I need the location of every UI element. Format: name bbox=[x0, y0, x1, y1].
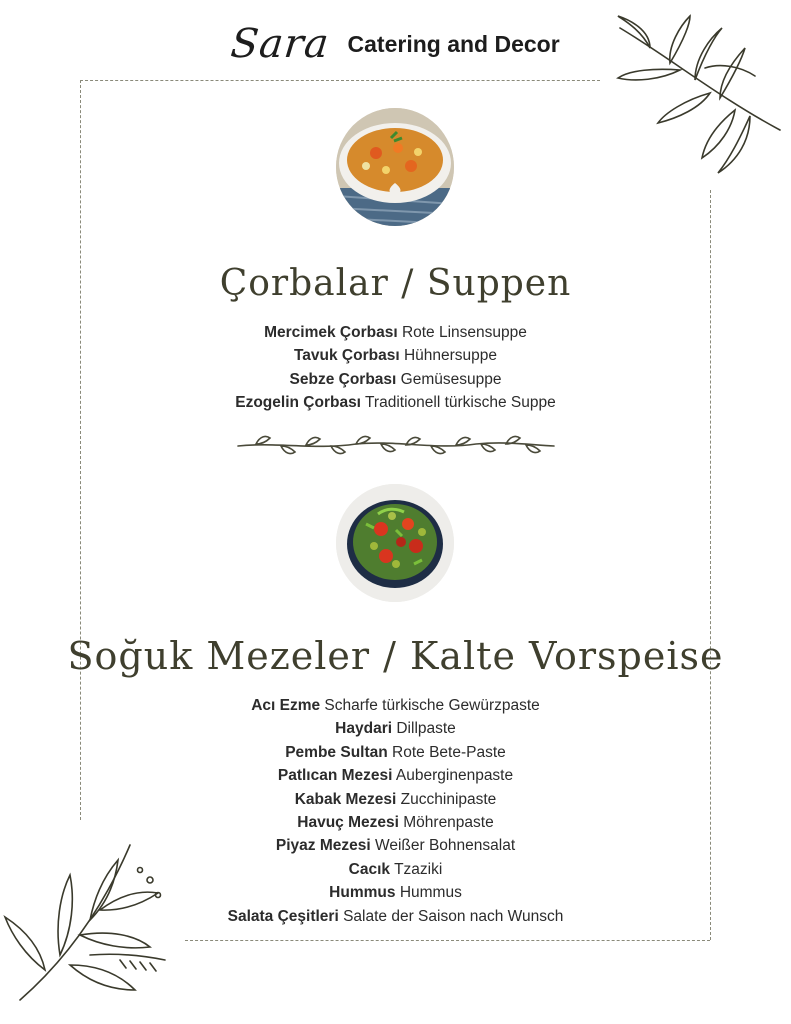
menu-item: Pembe Sultan Rote Bete-Paste bbox=[285, 743, 506, 761]
soups-menu-list bbox=[0, 321, 791, 415]
soup-bowl-image bbox=[336, 108, 454, 226]
section-title-soups: Çorbalar / Suppen bbox=[219, 263, 572, 304]
menu-item: Acı Ezme Scharfe türkische Gewürzpaste bbox=[251, 697, 540, 714]
menu-item: Salata Çeşitleri Salate der Saison nach Wunsch bbox=[227, 907, 564, 925]
menu-item: Piyaz Mezesi Weißer Bohnensalat bbox=[275, 837, 516, 855]
menu-item: Kabak Mezesi Zucchinipaste bbox=[294, 790, 497, 808]
menu-item: Haydari Dillpaste bbox=[335, 720, 456, 738]
brand-logo: Sara bbox=[228, 21, 332, 67]
frame-top-line bbox=[80, 80, 600, 81]
frame-bottom-line bbox=[185, 940, 710, 941]
cold-appetizers-menu-list bbox=[0, 694, 791, 928]
menu-item: Patlıcan Mezesi Auberginenpaste bbox=[277, 767, 514, 785]
menu-item: Mercimek Çorbası Rote Linsensuppe bbox=[264, 324, 527, 341]
section-title-cold-appetizers: Soğuk Mezeler / Kalte Vorspeise bbox=[67, 634, 724, 678]
menu-item: Cacık Tzaziki bbox=[348, 860, 443, 878]
menu-item: Havuç Mezesi Möhrenpaste bbox=[297, 813, 494, 831]
menu-item: Hummus Hummus bbox=[329, 884, 462, 902]
vine-divider-icon bbox=[236, 432, 556, 460]
menu-item: Ezogelin Çorbası Traditionell türkische Suppe bbox=[235, 394, 556, 412]
menu-item: Tavuk Çorbası Hühnersuppe bbox=[293, 347, 498, 365]
leaf-branch-icon bbox=[610, 8, 790, 178]
salad-bowl-icon bbox=[336, 484, 454, 602]
soup-bowl-icon bbox=[336, 108, 454, 226]
salad-bowl-image bbox=[336, 484, 454, 602]
brand-subtitle: Catering and Decor bbox=[347, 30, 560, 57]
menu-item: Sebze Çorbası Gemüsesuppe bbox=[289, 370, 502, 388]
